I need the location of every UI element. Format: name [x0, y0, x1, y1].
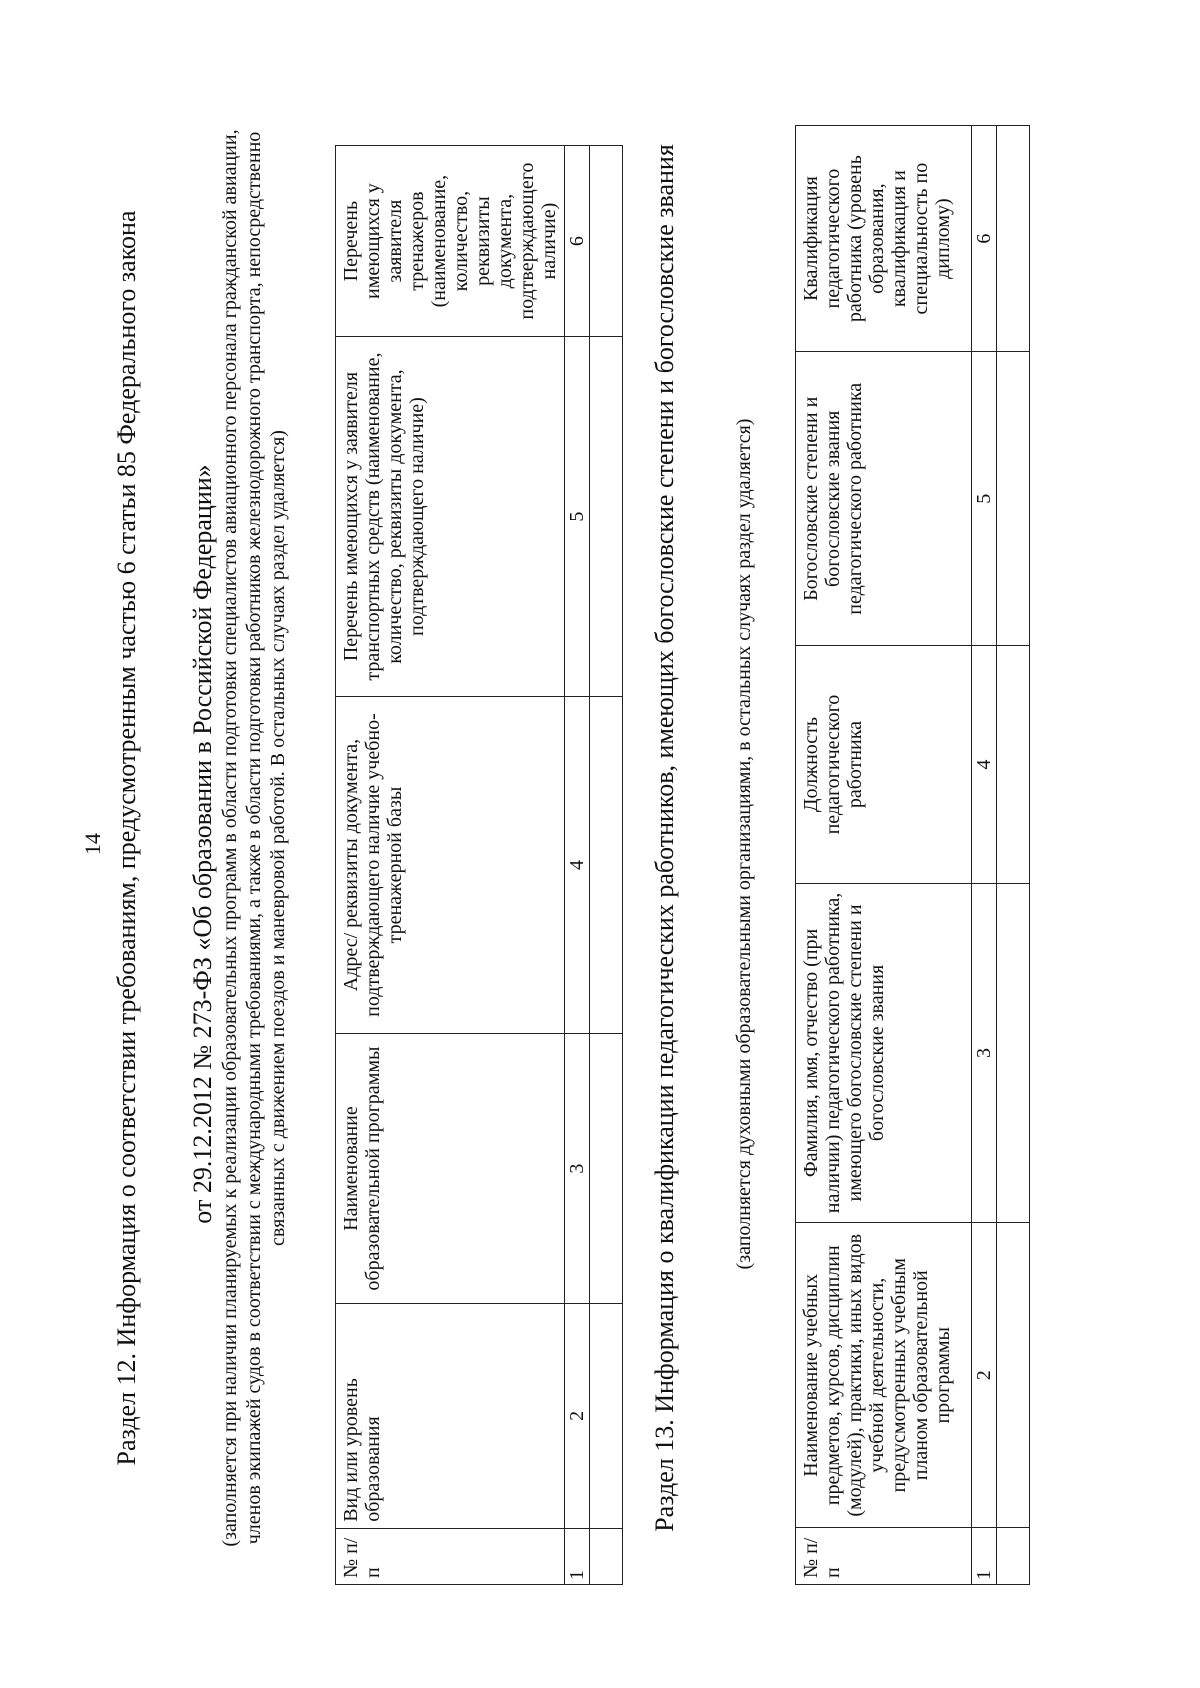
s13-num-5: 5	[972, 352, 997, 646]
section12-note: (заполняется при наличии планируемых к реализации образовательных программ в области подготовки специалистов авиационного персонала гражданской авиации, членов экипажей судов в соответствии с международными требованиями, а также в области подготовки работников железнодорожного транспорта, непосредственно связанных с движением поездов и маневровой работой. В остальных случаях раздел удаляется)	[219, 129, 289, 1547]
s12-num-4: 4	[565, 696, 590, 1033]
s13-col-num: № п/п	[796, 1528, 972, 1585]
s13-col-subjects: Наименование учебных предметов, курсов, дисциплин (модулей), практики, иных видов учебной деятельности, предусмотренных учебным планом образовательной программы	[796, 1223, 972, 1528]
s12-num-1: 1	[565, 1528, 590, 1584]
s12-num-3: 3	[565, 1034, 590, 1304]
s12-col-education-level: Вид или уровень образования	[336, 1303, 565, 1528]
section12-table	[335, 145, 623, 1585]
page-number: 14	[80, 833, 105, 855]
s12-col-num: № п/п	[336, 1528, 565, 1584]
s12-num-5: 5	[565, 337, 590, 697]
s13-col-position: Должность педагогического работника	[796, 646, 972, 884]
s12-empty-row	[590, 146, 623, 1585]
s12-col-training-base: Адрес/ реквизиты документа, подтверждающего наличие учебно-тренажерной базы	[336, 696, 565, 1033]
s12-col-vehicles: Перечень имеющихся у заявителя транспортных средств (наименование, количество, реквизиты документа, подтверждающего наличие)	[336, 337, 565, 697]
s12-col-simulators: Перечень имеющихся у заявителя тренажеров (наименование, количество, реквизиты документа, подтверждающего наличие)	[336, 146, 565, 337]
section13-title: Раздел 13. Информация о квалификации педагогических работников, имеющих богословские степени и богословские звания	[650, 144, 679, 1532]
s12-num-2: 2	[565, 1303, 590, 1528]
s13-num-4: 4	[972, 646, 997, 884]
section13-note: (заполняется духовными образовательными организациями, в остальных случаях раздел удаляется)	[733, 418, 755, 1270]
s13-col-theological-degrees: Богословские степени и богословские звания педагогического работника	[796, 352, 972, 646]
s13-num-3: 3	[972, 883, 997, 1222]
s13-num-6: 6	[972, 126, 997, 352]
s13-empty-row	[997, 126, 1030, 1585]
section12-title: Раздел 12. Информация о соответствии требованиям, предусмотренным частью 6 статьи 85 Федерального закона	[112, 210, 141, 1466]
s12-col-program-name: Наименование образовательной программы	[336, 1034, 565, 1304]
s12-num-6: 6	[565, 146, 590, 337]
section12-title-law: от 29.12.2012 № 273-ФЗ «Об образовании в Российской Федерации»	[188, 464, 217, 1224]
section13-table	[795, 125, 1030, 1585]
s13-col-qualification: Квалификация педагогического работника (уровень образования, квалификация и специальность по диплому)	[796, 126, 972, 352]
s13-num-2: 2	[972, 1223, 997, 1528]
s13-col-full-name: Фамилия, имя, отчество (при наличии) педагогического работника, имеющего богословские степени и богословские звания	[796, 883, 972, 1222]
s13-num-1: 1	[972, 1528, 997, 1585]
